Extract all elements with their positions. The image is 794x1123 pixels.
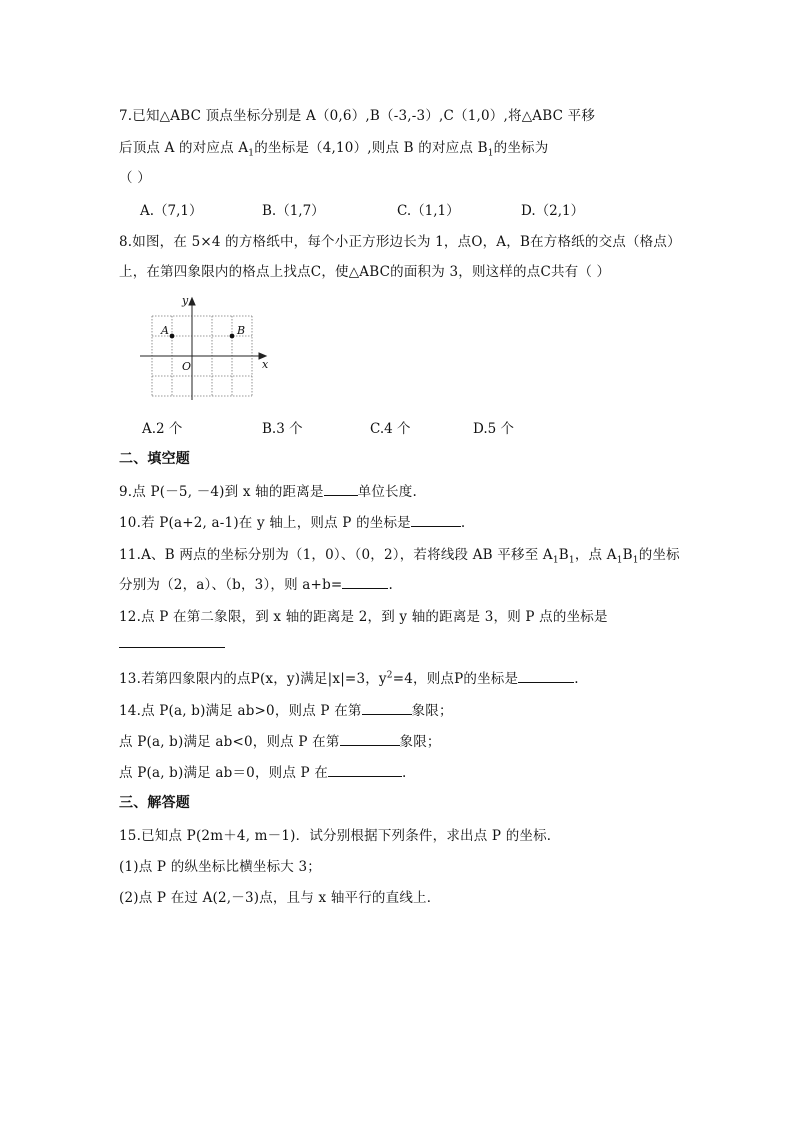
q8-line2: 上，在第四象限内的格点上找点C，使△ABC的面积为 3，则这样的点C共有（ ）: [119, 264, 611, 280]
q11-line2-post: .: [388, 577, 393, 593]
q15-line2: (1)点 P 的纵坐标比横坐标大 3；: [119, 859, 321, 875]
q11-line2-pre: 分别为（2，a）、（b，3），则 a+b=: [119, 577, 343, 593]
label-a: A: [161, 324, 169, 337]
q7-line1: 7.已知△ABC 顶点坐标分别是 A（0,6）,B（-3,-3）,C（1,0）,将△ABC 平移: [119, 108, 596, 124]
q9-pre: 9.点 P(－5, －4)到 x 轴的距离是: [119, 484, 324, 500]
q15-line1: 15.已知点 P(2m＋4, m－1)．试分别根据下列条件，求出点 P 的坐标．: [119, 828, 561, 844]
q13-pre: 13.若第四象限内的点P(x，y)满足|x|=3，y: [119, 671, 387, 687]
q7-line2-mid: 的坐标是（4,10）,则点 B 的对应点 B: [254, 140, 488, 156]
q11-mid1: B: [558, 547, 569, 563]
grid-figure: [138, 292, 274, 402]
section-solve: 三、解答题: [119, 795, 190, 811]
q14-line2: [119, 730, 441, 750]
label-b: B: [237, 324, 246, 337]
q7-line2-pre: 后顶点 A 的对应点 A: [119, 140, 249, 156]
q7-line2-post: 的坐标为: [493, 140, 549, 156]
q9-post: 单位长度.: [357, 484, 417, 500]
q14-l2-post: 象限；: [399, 734, 441, 750]
q15-line3: (2)点 P 在过 A(2,－3)点，且与 x 轴平行的直线上．: [119, 890, 441, 906]
q7-option-a: A.（7,1）: [140, 203, 203, 219]
q11-sub2: 1: [568, 555, 575, 566]
q10-pre: 10.若 P(a+2, a-1)在 y 轴上，则点 P 的坐标是: [119, 515, 411, 531]
q11-sub4: 1: [632, 555, 639, 566]
q14-l2-pre: 点 P(a, b)满足 ab<0，则点 P 在第: [119, 734, 340, 750]
q13-blank[interactable]: [518, 670, 574, 683]
q7-line2-sub1: 1: [248, 148, 255, 159]
q11-line2: [119, 573, 393, 593]
q10-blank[interactable]: [411, 514, 461, 527]
q13-sup: 2: [386, 670, 393, 681]
q13: [119, 667, 579, 687]
q7-option-b: B.（1,7）: [262, 203, 325, 219]
section-fill-in: 二、填空题: [119, 451, 190, 467]
q7-line2: [119, 136, 548, 159]
label-x: x: [262, 358, 269, 371]
q13-post: .: [574, 671, 579, 687]
point-a: [170, 334, 175, 339]
q11-line1-post: 的坐标: [638, 547, 680, 563]
q11-mid3: B: [622, 547, 633, 563]
q11-sub3: 1: [616, 555, 623, 566]
q8-option-c: C.4 个: [370, 421, 411, 437]
q8-line1: 8.如图，在 5×4 的方格纸中，每个小正方形边长为 1，点O，A，B在方格纸的交点（格点）: [119, 234, 681, 250]
q12-blank[interactable]: [119, 647, 225, 648]
q14-line3: [119, 761, 407, 781]
q11-line1-pre: 11.A、B 两点的坐标分别为（1，0）、（0，2），若将线段 AB 平移至 A: [119, 547, 553, 563]
q9-blank[interactable]: [324, 483, 358, 496]
q14-blank2[interactable]: [340, 733, 400, 746]
q9: [119, 480, 417, 500]
q11-line1: [119, 543, 680, 566]
q11-blank[interactable]: [342, 576, 388, 589]
q13-mid: =4，则点P的坐标是: [392, 671, 519, 687]
q8-option-b: B.3 个: [262, 421, 303, 437]
q12: 12.点 P 在第二象限，到 x 轴的距离是 2，到 y 轴的距离是 3，则 P 点的坐标是: [119, 609, 608, 625]
q10-post: .: [460, 515, 466, 531]
q14-blank3[interactable]: [328, 764, 402, 777]
q7-option-d: D.（2,1）: [521, 203, 585, 219]
q7-line3: （ ）: [119, 170, 151, 186]
q7-option-c: C.（1,1）: [397, 203, 460, 219]
point-b: [230, 334, 235, 339]
label-o: O: [182, 360, 192, 373]
q10: [119, 511, 465, 531]
q14-l1-pre: 14.点 P(a, b)满足 ab>0，则点 P 在第: [119, 703, 362, 719]
q14-line1: [119, 699, 453, 719]
q8-option-d: D.5 个: [473, 421, 515, 437]
q11-sub1: 1: [552, 555, 559, 566]
y-axis-arrow: [189, 298, 195, 305]
q7-line2-sub2: 1: [487, 148, 494, 159]
q14-l3-post: .: [402, 765, 407, 781]
q14-l3-pre: 点 P(a, b)满足 ab＝0，则点 P 在: [119, 765, 329, 781]
axes: [140, 298, 266, 400]
q8-option-a: A.2 个: [142, 421, 183, 437]
q14-blank1[interactable]: [362, 702, 412, 715]
q14-l1-post: 象限；: [411, 703, 453, 719]
label-y: y: [182, 294, 189, 307]
q11-mid2: ，点 A: [574, 547, 617, 563]
